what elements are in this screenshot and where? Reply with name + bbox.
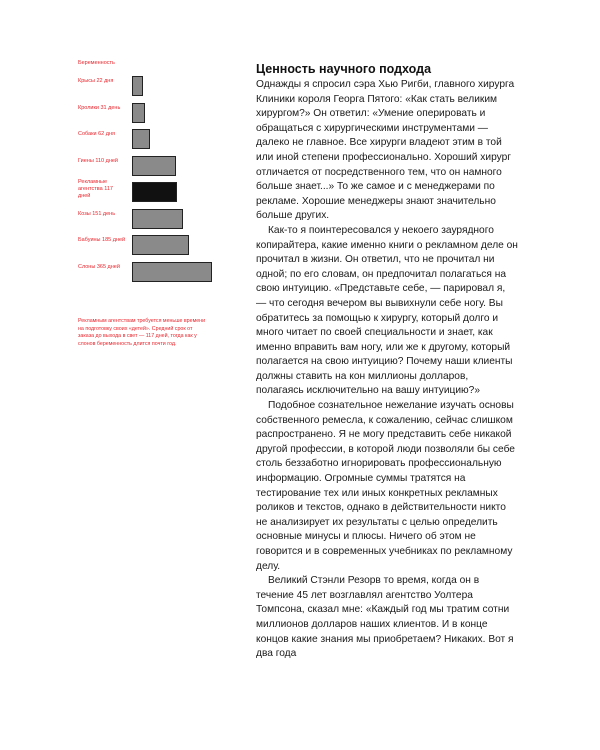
- chart-label: Кролики 31 день: [78, 104, 121, 111]
- chart-bar: [132, 262, 212, 282]
- article: [256, 62, 518, 662]
- article-paragraph-3: Подобное сознательное нежелание изучать основы собственного ремесла, к сожалению, сейчас слишком распространено. Я не могу представить себе никакой другой профессии, в которой люди позволяли бы себе столь беззаботно игнорировать профессиональную информацию. Огромные суммы тратятся на тестирование тех или иных конкретных рекламных роликов и текстов, однако в действительности никто не анализирует их результаты с целью определить основные минусы и плюсы. Ничего об этом не говорится и в современных учебниках по рекламному делу.: [256, 400, 515, 572]
- chart-bar: [132, 76, 143, 96]
- chart-label: Гиены 110 дней: [78, 157, 118, 164]
- article-paragraph-4: Великий Стэнли Резорв то время, когда он в течение 45 лет возглавлял агентство Уолтера Томпсона, сказал мне: «Каждый год мы тратим сотни миллионов долларов наших клиентов. И в конце концов какие знания мы приобретаем? Никаких. Вот я два года: [256, 575, 514, 660]
- article-paragraph-2: Как-то я поинтересовался у некоего заурядного копирайтера, какие именно книги о рекламном деле он прочитал в жизни. Он ответил, что не прочитал ни одной; по его словам, он предпочитал полагаться на свою интуицию. «Представьте себе, — парировал я, — что сегодня вечером вы вывихнули себе ногу. Вы обратитесь за помощью к хирургу, который долго и много читает по своей специальности и знает, как именно вправить вам ногу, или же к другому, который полагается на свою интуицию? Почему наши клиенты должны ставить на кон миллионы долларов, полагаясь исключительно на вашу интуицию?»: [256, 224, 518, 397]
- chart-label: Бабуины 185 дней: [78, 237, 126, 243]
- chart-label: Рекламные агентства 117 дней: [78, 179, 113, 199]
- chart-bar: [132, 235, 189, 255]
- chart-bar: [132, 103, 145, 123]
- chart-note: Рекламным агентствам требуется меньше времени на подготовку своих «детей». Средний срок от заказа до выхода в свет — 117 дней, тогда как у слонов беременность длится почти год.: [78, 318, 206, 347]
- chart-label: Козы 151 день: [78, 210, 116, 217]
- chart-label: Крысы 22 дня: [78, 78, 114, 84]
- chart-bar: [132, 182, 177, 202]
- chart-label: Собаки 62 дня: [78, 131, 115, 137]
- chart-bar: [132, 129, 150, 149]
- chart-label: Слоны 365 дней: [78, 263, 120, 270]
- chart-bar: [132, 209, 183, 229]
- chart-title: Беременность: [78, 60, 115, 66]
- article-paragraph-1: Однажды я спросил сэра Хью Ригби, главного хирурга Клиники короля Георга Пятого: «Как стать великим хирургом?» Он ответил: «Умение оперировать и обращаться с хирургическими инструментами — далеко не главное. Все хирурги владеют этим в той или иной степени профессионально. Хороший хирург отличается от посредственного тем, что он намного больше знает...» То же самое и с менеджерами по рекламе. Хорошие менеджеры знают значительно больше других.: [256, 79, 515, 222]
- article-title: Ценность научного подхода: [256, 62, 432, 76]
- chart-bar: [132, 156, 176, 176]
